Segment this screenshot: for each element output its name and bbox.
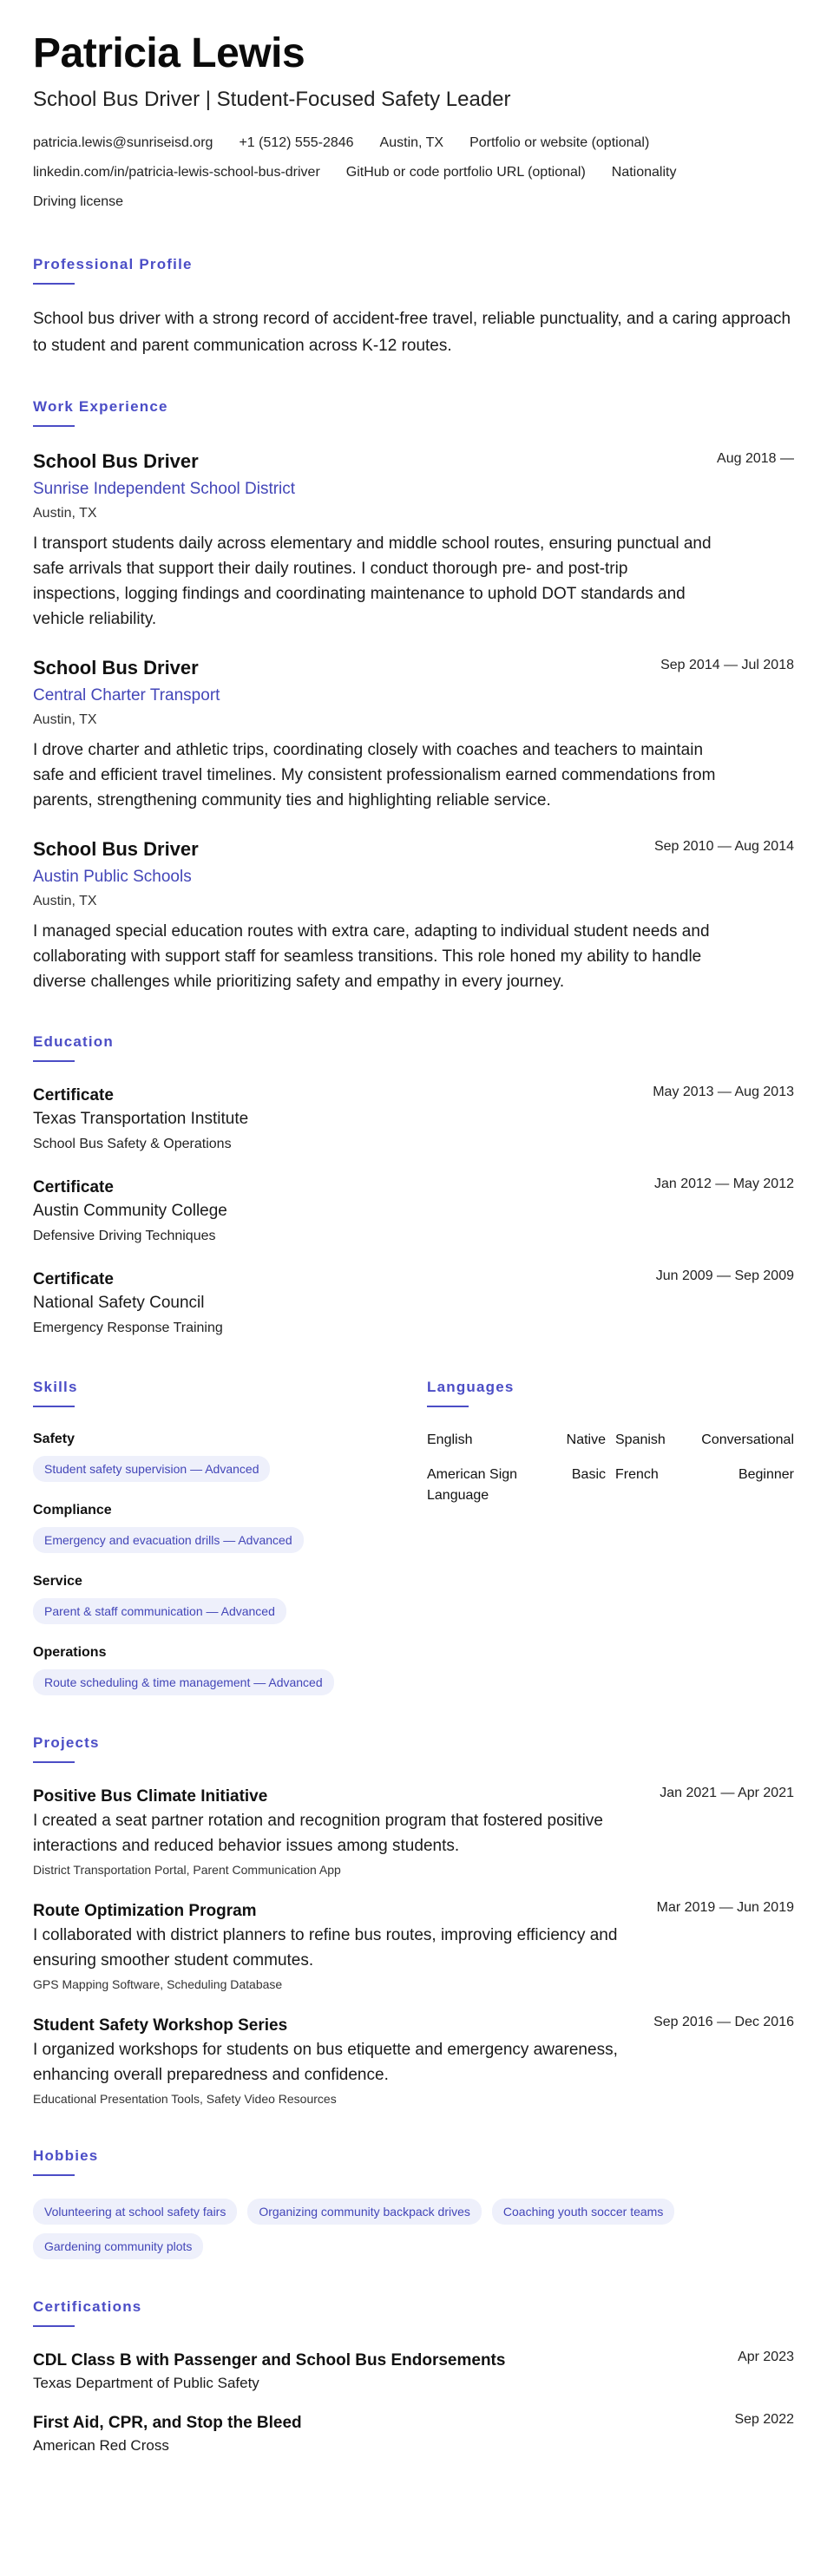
resume-header [33,29,794,217]
education-list [33,1085,794,1340]
job-date: Aug 2018 — [717,451,794,466]
language-name: French [615,1467,659,1482]
language-name: Spanish [615,1432,666,1447]
experience-list [33,449,794,994]
contact-email[interactable]: patricia.lewis@sunriseisd.org [33,135,213,150]
hobbies-list [33,2199,794,2259]
language-item [615,1465,794,1506]
job-date: Sep 2014 — Jul 2018 [660,658,794,672]
project-tools: District Transportation Portal, Parent Communication App [33,1863,341,1877]
hobby-chip: Volunteering at school safety fairs [33,2199,237,2225]
experience-item [33,656,794,813]
certification-item [33,2412,794,2457]
profile-section [33,255,794,359]
contact-portfolio[interactable]: Portfolio or website (optional) [469,135,650,150]
experience-item [33,837,794,994]
certifications-section [33,2297,794,2457]
projects-list [33,1786,794,2108]
certifications-list [33,2350,794,2457]
job-location: Austin, TX [33,712,97,727]
project-item [33,1786,794,1879]
language-row [427,1465,794,1506]
job-company: Central Charter Transport [33,686,220,705]
project-item [33,2015,794,2108]
job-date: Sep 2010 — Aug 2014 [653,839,794,854]
section-divider [33,1761,75,1763]
section-divider [33,1406,75,1407]
language-item [427,1430,606,1451]
education-item [33,1177,794,1248]
edu-degree: Certificate [33,1086,114,1104]
profile-summary: School bus driver with a strong record of accident-free travel, reliable punctuality, and a caring approach to student and parent communication across K-12 routes. [33,310,791,355]
contact-location: Austin, TX [379,135,444,150]
project-tools: GPS Mapping Software, Scheduling Database [33,1977,283,1991]
hobby-chip: Gardening community plots [33,2233,203,2259]
skill-group [33,1501,400,1553]
project-date: Sep 2016 — Dec 2016 [653,2015,794,2029]
edu-field: Emergency Response Training [33,1321,223,1335]
skill-category: Compliance [33,1503,112,1517]
project-description: I organized workshops for students on bus etiquette and emergency awareness, enhancing overall preparedness and confidence. [33,2041,618,2084]
edu-date: May 2013 — Aug 2013 [653,1085,794,1099]
edu-field: School Bus Safety & Operations [33,1137,232,1151]
edu-field: Defensive Driving Techniques [33,1229,216,1243]
skill-chip: Emergency and evacuation drills — Advanced [33,1527,304,1553]
edu-school: Austin Community College [33,1202,227,1220]
language-row [427,1430,794,1451]
cert-name: CDL Class B with Passenger and School Bus Endorsements [33,2351,506,2370]
job-description: I drove charter and athletic trips, coordinating closely with coaches and teachers to maintain safe and efficient travel timelines. My consistent professionalism earned commendations from parents, strengthening community ties and highlighting reliable service. [33,741,716,810]
candidate-headline: School Bus Driver | Student-Focused Safety Leader [33,88,511,111]
edu-date: Jan 2012 — May 2012 [654,1177,794,1191]
section-title-certifications: Certifications [33,2298,142,2315]
skill-chip: Route scheduling & time management — Advanced [33,1669,334,1695]
project-tools: Educational Presentation Tools, Safety Video Resources [33,2092,337,2106]
section-divider [33,1060,75,1062]
skill-chip: Student safety supervision — Advanced [33,1456,270,1482]
experience-section [33,397,794,994]
project-description: I created a seat partner rotation and recognition program that fostered positive interactions and reduced behavior issues among students. [33,1812,603,1855]
cert-issuer: Texas Department of Public Safety [33,2375,259,2391]
project-title: Student Safety Workshop Series [33,2016,288,2035]
cert-issuer: American Red Cross [33,2437,169,2454]
education-section [33,1032,794,1340]
language-item [427,1465,606,1506]
hobbies-section [33,2147,794,2259]
section-divider [33,2325,75,2327]
skill-group [33,1572,400,1624]
project-date: Jan 2021 — Apr 2021 [660,1786,794,1800]
project-title: Positive Bus Climate Initiative [33,1787,268,1806]
cert-date: Sep 2022 [734,2412,794,2427]
skill-category: Service [33,1574,82,1589]
skill-chip: Parent & staff communication — Advanced [33,1598,286,1624]
job-location: Austin, TX [33,506,97,521]
contact-phone[interactable]: +1 (512) 555-2846 [239,135,354,150]
contact-linkedin[interactable]: linkedin.com/in/patricia-lewis-school-bus-driver [33,165,320,180]
languages-section [427,1378,794,1695]
certification-item [33,2350,794,2395]
language-name: English [427,1432,473,1447]
job-title: School Bus Driver [33,838,199,860]
edu-degree: Certificate [33,1178,114,1196]
skill-group [33,1430,400,1482]
job-title: School Bus Driver [33,450,199,472]
job-company: Austin Public Schools [33,868,192,886]
edu-school: National Safety Council [33,1294,205,1312]
job-company: Sunrise Independent School District [33,480,296,498]
language-level: Basic [571,1467,606,1482]
contact-list [33,128,794,217]
section-divider [33,425,75,427]
skills-list [33,1430,400,1695]
skills-languages-row [33,1378,794,1695]
skill-group [33,1643,400,1695]
skill-category: Safety [33,1432,75,1446]
job-location: Austin, TX [33,894,97,908]
language-level: Beginner [738,1467,794,1482]
section-divider [33,2174,75,2176]
job-description: I managed special education routes with extra care, adapting to individual student needs and collaborating with support staff for seamless transitions. This role honed my ability to handle diverse challenges while prioritizing safety and empathy in every journey. [33,922,710,991]
edu-school: Texas Transportation Institute [33,1110,249,1128]
language-name: American Sign Language [427,1467,518,1503]
section-title-projects: Projects [33,1734,100,1751]
hobby-chip: Organizing community backpack drives [247,2199,482,2225]
projects-section [33,1734,794,2108]
hobby-chip: Coaching youth soccer teams [492,2199,674,2225]
section-title-profile: Professional Profile [33,256,193,272]
experience-item [33,449,794,632]
section-title-hobbies: Hobbies [33,2147,99,2164]
edu-degree: Certificate [33,1270,114,1288]
languages-list [427,1430,794,1506]
section-title-skills: Skills [33,1379,78,1395]
job-title: School Bus Driver [33,657,199,678]
skills-section [33,1378,400,1695]
project-title: Route Optimization Program [33,1902,257,1920]
language-level: Native [566,1432,606,1447]
section-divider [427,1406,469,1407]
job-description: I transport students daily across elementary and middle school routes, ensuring punctual and safe arrivals that support their daily routines. I conduct thorough pre- and post-trip inspections, logging findings and coordinating maintenance to uphold DOT standards and vehicle reliability. [33,534,712,628]
section-divider [33,283,75,285]
contact-github[interactable]: GitHub or code portfolio URL (optional) [345,165,586,180]
contact-nationality: Nationality [611,165,677,180]
project-date: Mar 2019 — Jun 2019 [656,1900,794,1915]
skill-category: Operations [33,1645,107,1660]
project-item [33,1900,794,1994]
project-description: I collaborated with district planners to refine bus routes, improving efficiency and ensuring smoother student commutes. [33,1926,618,1970]
language-item [615,1430,794,1451]
education-item [33,1085,794,1156]
section-title-experience: Work Experience [33,398,168,415]
cert-date: Apr 2023 [738,2350,794,2364]
language-level: Conversational [701,1432,794,1447]
section-title-languages: Languages [427,1379,515,1395]
education-item [33,1268,794,1340]
candidate-name: Patricia Lewis [33,30,305,76]
section-title-education: Education [33,1033,114,1050]
cert-name: First Aid, CPR, and Stop the Bleed [33,2414,302,2432]
contact-driving-license: Driving license [33,194,124,209]
edu-date: Jun 2009 — Sep 2009 [655,1268,794,1283]
